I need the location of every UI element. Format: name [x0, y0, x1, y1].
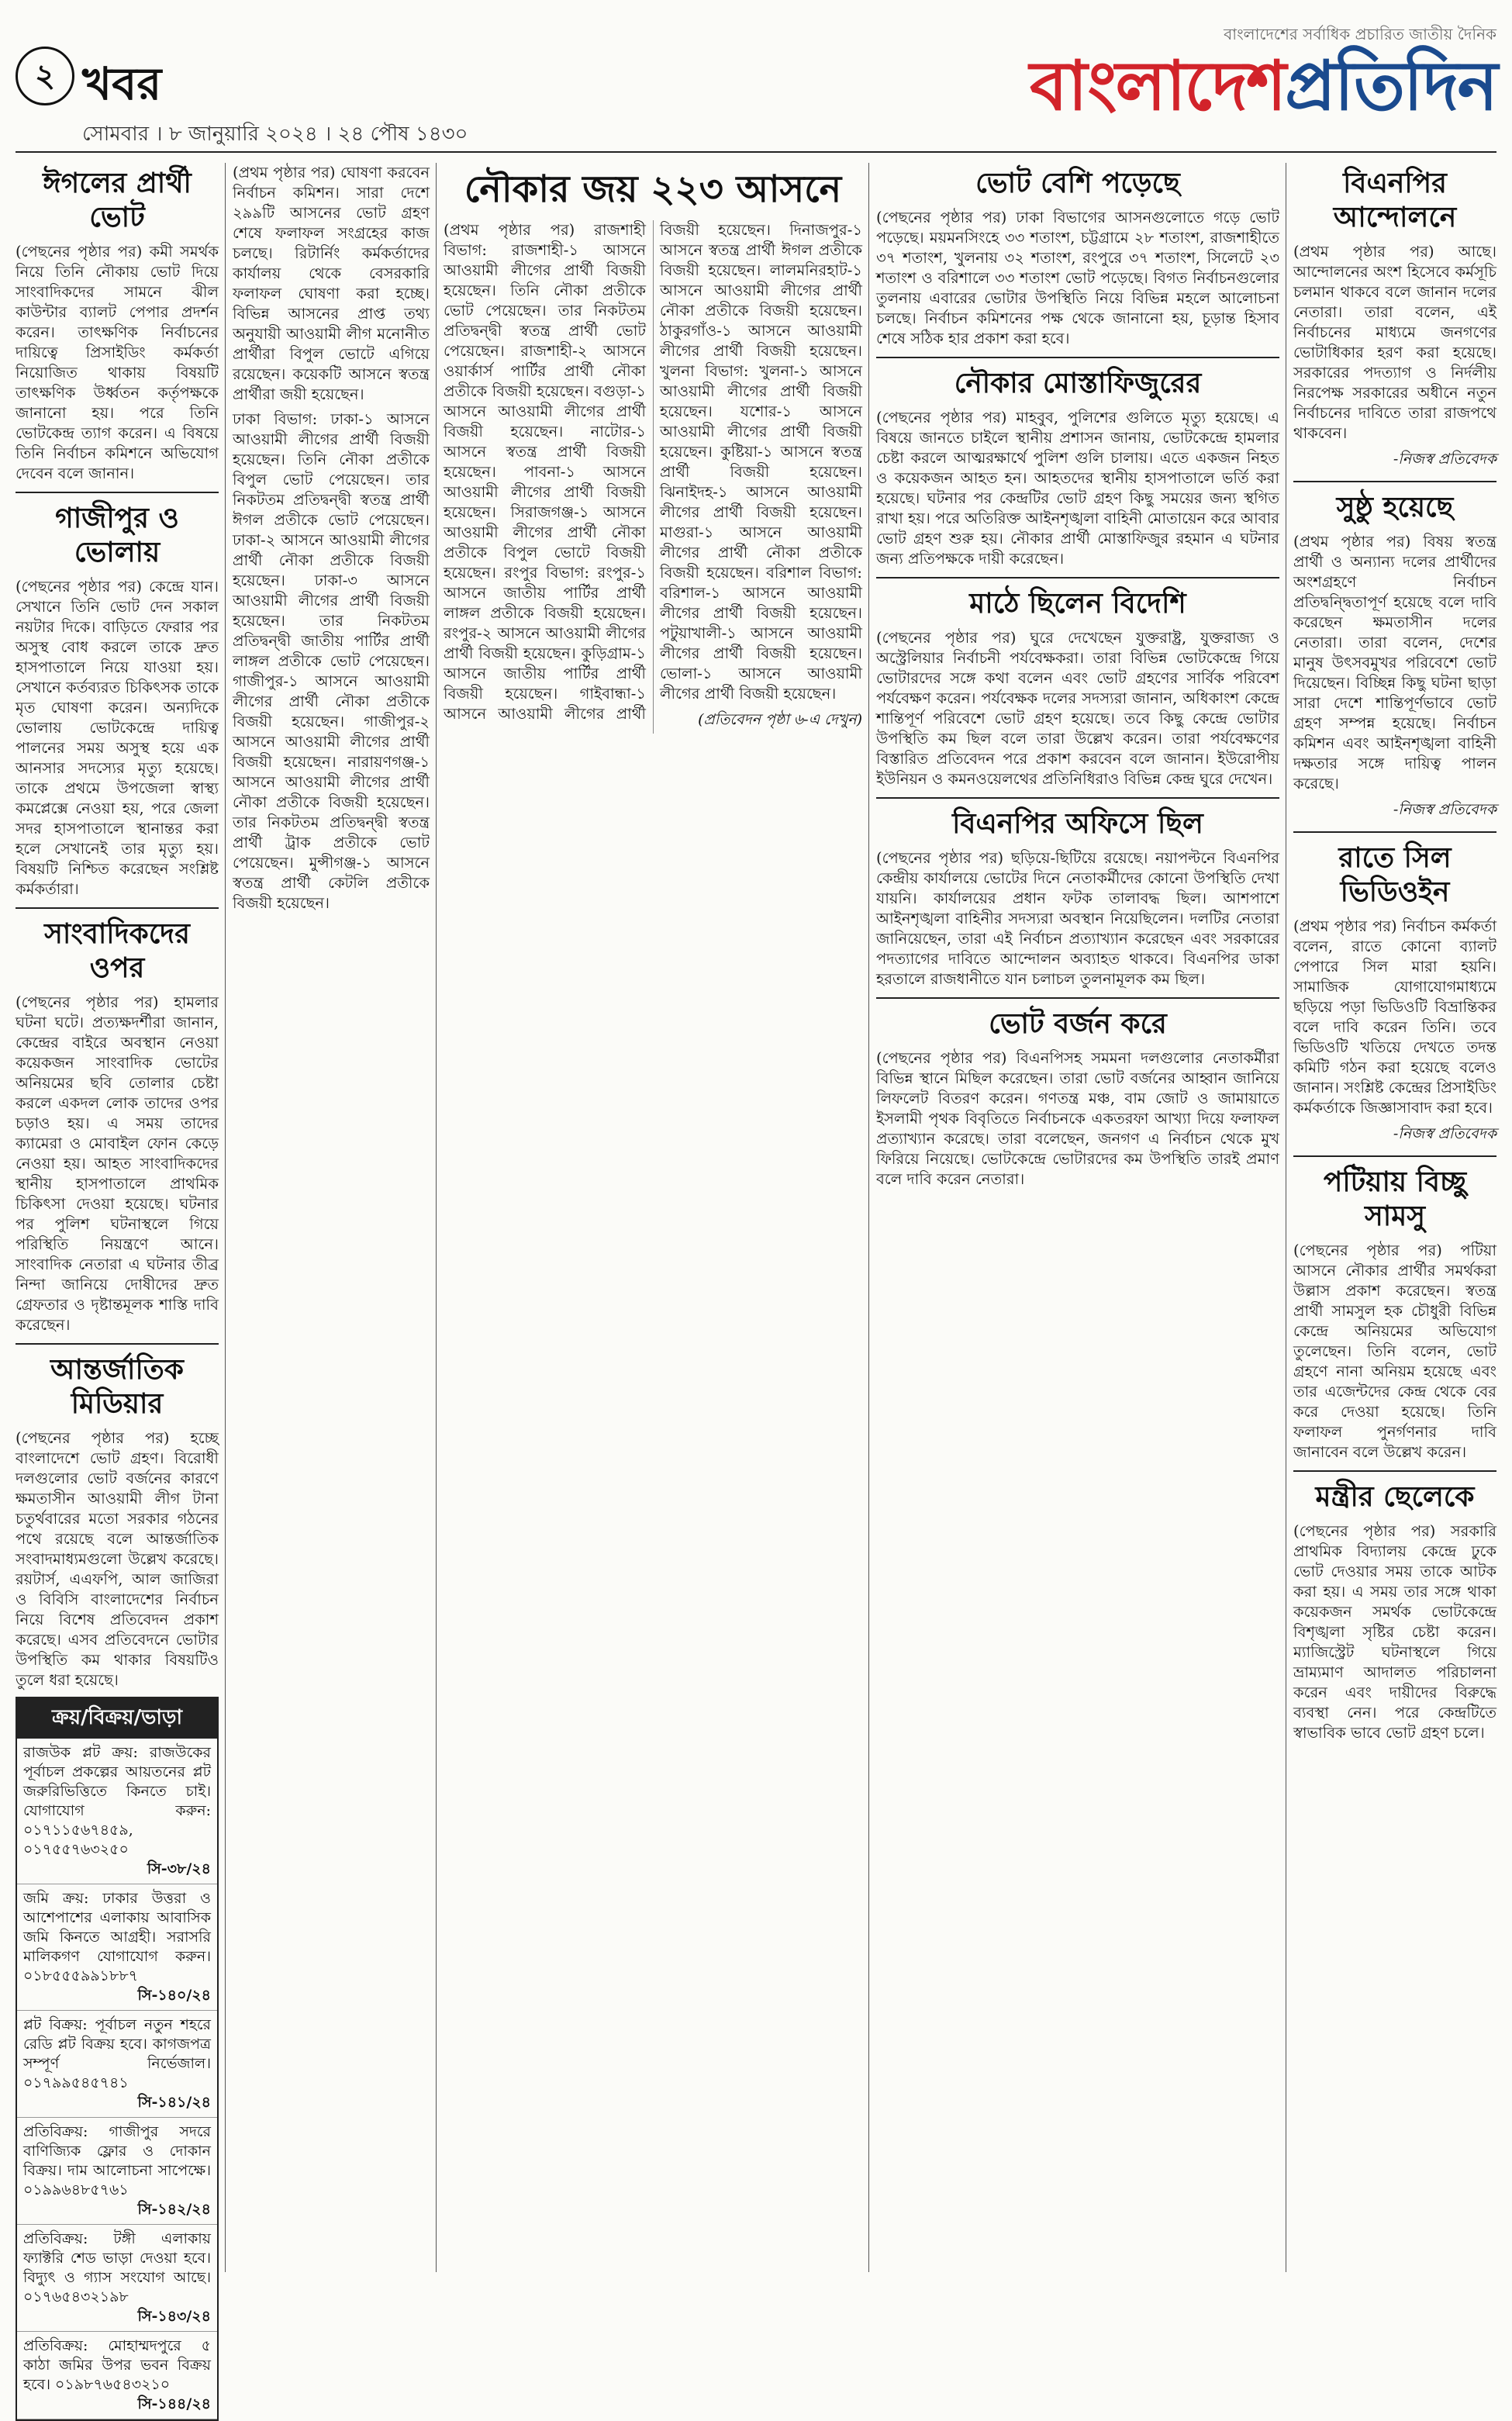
story-headline: রাতে সিল ভিডিওইন — [1338, 841, 1452, 908]
section-title: খবর — [82, 57, 162, 110]
main-story — [444, 163, 862, 2272]
story-body: (প্রথম পৃষ্ঠার পর) বিষয় স্বতন্ত্র প্রার্থী ও অন্যান্য দলের প্রার্থীদের অংশগ্রহণে নির্বাচন প্রতিদ্বন্দ্বিতাপূর্ণ হয়েছে বলে দাবি করেছেন ক্ষমতাসীন দলের নেতারা। তারা বলেন, দেশের মানুষ উৎসবমুখর পরিবেশে ভোট দিয়েছেন। বিচ্ছিন্ন কিছু ঘটনা ছাড়া সারা দেশে শান্তিপূর্ণভাবে ভোট গ্রহণ সম্পন্ন হয়েছে। নির্বাচন কমিশন এবং আইনশৃঙ্খলা বাহিনী দক্ষতার সঙ্গে দায়িত্ব পালন করেছে। — [1293, 533, 1496, 793]
classified-code: সি-১৪৪/২৪ — [137, 2395, 211, 2412]
story-headline: বিএনপির আন্দোলনে — [1333, 167, 1457, 233]
classified-text: প্রতিবিক্রয়: টঙ্গী এলাকায় ফ্যাক্টরি শেড ভাড়া দেওয়া হবে। বিদ্যুৎ ও গ্যাস সংযোগ আছে। ০১৭৬৫৪৩২১৯৮ — [23, 2230, 211, 2305]
column-rule — [436, 163, 437, 2272]
story-body: (পেছনের পৃষ্ঠার পর) হচ্ছে বাংলাদেশে ভোট গ্রহণ। বিরোধী দলগুলোর ভোট বর্জনের কারণে ক্ষমতাসীন আওয়ামী লীগ টানা চতুর্থবারের মতো সরকার গঠনের পথে রয়েছে বলে আন্তর্জাতিক সংবাদমাধ্যমগুলো উল্লেখ করেছে। রয়টার্স, এএফপি, আল জাজিরা ও বিবিসি বাংলাদেশের নির্বাচন নিয়ে বিশেষ প্রতিবেদন প্রকাশ করেছে। এসব প্রতিবেদনে ভোটার উপস্থিতি কম থাকার বিষয়টিও তুলে ধরা হয়েছে। — [16, 1429, 219, 1689]
divider — [16, 907, 219, 909]
byline: -নিজস্ব প্রতিবেদক — [1393, 451, 1496, 468]
story-body: (পেছনের পৃষ্ঠার পর) কমী সমর্থক নিয়ে তিনি নৌকায় ভোট দিয়ে সাংবাদিকদের সামনে ঝীল কাউন্টার ব্যালট পেপার প্রদর্শন করেন। তাৎক্ষণিক নির্বাচনের দায়িত্বে প্রিসাইডিং কর্মকর্তা নিয়োজিত থাকায় বিষয়টি তাৎক্ষণিক উর্ধ্বতন কর্তৃপক্ষকে জানানো হয়। পরে তিনি ভোটকেন্দ্র ত্যাগ করেন। এ বিষয়ে তিনি নির্বাচন কমিশনে অভিযোগ দেবেন বলে জানান। — [16, 243, 219, 482]
story-body: ঢাকা বিভাগ: ঢাকা-১ আসনে আওয়ামী লীগের প্রার্থী বিজয়ী হয়েছেন। তিনি নৌকা প্রতীকে বিপুল ভোট পেয়েছেন। তার নিকটতম প্রতিদ্বন্দ্বী স্বতন্ত্র প্রার্থী ঈগল প্রতীকে ভোট পেয়েছেন। ঢাকা-২ আসনে আওয়ামী লীগের প্রার্থী নৌকা প্রতীকে বিজয়ী হয়েছেন। ঢাকা-৩ আসনে আওয়ামী লীগের প্রার্থী বিজয়ী হয়েছেন। তার নিকটতম প্রতিদ্বন্দ্বী জাতীয় পার্টির প্রার্থী লাঙ্গল প্রতীকে ভোট পেয়েছেন। গাজীপুর-১ আসনে আওয়ামী লীগের প্রার্থী নৌকা প্রতীকে বিজয়ী হয়েছেন। গাজীপুর-২ আসনে আওয়ামী লীগের প্রার্থী বিজয়ী হয়েছেন। নারায়ণগঞ্জ-১ আসনে আওয়ামী লীগের প্রার্থী নৌকা প্রতীকে বিজয়ী হয়েছেন। তার নিকটতম প্রতিদ্বন্দ্বী স্বতন্ত্র প্রার্থী ট্রাক প্রতীকে ভোট পেয়েছেন। মুন্সীগঞ্জ-১ আসনে স্বতন্ত্র প্রার্থী কেটলি প্রতীকে বিজয়ী হয়েছেন। — [233, 410, 430, 912]
story-headline: আন্তর্জাতিক মিডিয়ার — [50, 1353, 184, 1420]
column-rule — [225, 163, 226, 2272]
divider — [876, 997, 1279, 999]
logo-main: বাংলাদেশ — [1030, 46, 1286, 126]
classified-box — [16, 1697, 219, 2421]
story-body: (পেছনের পৃষ্ঠার পর) বিএনপিসহ সমমনা দলগুলোর নেতাকর্মীরা বিভিন্ন স্থানে মিছিল করেছেন। তারা ভোট বর্জনের আহ্বান জানিয়ে লিফলেট বিতরণ করেন। গণতন্ত্র মঞ্চ, বাম জোট ও জামায়াতে ইসলামী পৃথক বিবৃতিতে নির্বাচনকে একতরফা আখ্যা দিয়ে ফলাফল প্রত্যাখ্যান করেছে। তারা বলেছেন, জনগণ এ নির্বাচন থেকে মুখ ফিরিয়ে নিয়েছে। ভোটকেন্দ্রে ভোটারদের কম উপস্থিতি তারই প্রমাণ বলে দাবি করেন নেতারা। — [876, 1049, 1279, 1188]
divider — [1293, 831, 1496, 833]
logo — [938, 23, 1496, 124]
classified-ad — [17, 1739, 217, 1884]
divider — [876, 797, 1279, 799]
story-headline: বিএনপির অফিসে ছিল — [952, 807, 1203, 840]
classified-ad — [17, 2011, 217, 2118]
story-body: (প্রথম পৃষ্ঠার পর) ঘোষণা করবেন নির্বাচন কমিশন। সারা দেশে ২৯৯টি আসনের ভোট গ্রহণ শেষে ফলাফল সংগ্রহের কাজ চলছে। রিটার্নিং কর্মকর্তাদের কার্যালয় থেকে বেসরকারি ফলাফল ঘোষণা করা হচ্ছে। বিভিন্ন আসনের প্রাপ্ত তথ্য অনুযায়ী আওয়ামী লীগ মনোনীত প্রার্থীরা বিপুল ভোটে এগিয়ে রয়েছেন। কয়েকটি আসনে স্বতন্ত্র প্রার্থীরা জয়ী হয়েছেন। — [233, 164, 430, 403]
divider — [876, 357, 1279, 358]
continued-note: (প্রতিবেদন পৃষ্ঠা ৬-এ দেখুন) — [698, 711, 862, 728]
story-body: (পেছনের পৃষ্ঠার পর) সরকারি প্রাথমিক বিদ্যালয় কেন্দ্রে ঢুকে ভোট দেওয়ার সময় তাকে আটক করা হয়। এ সময় তার সঙ্গে থাকা কয়েকজন সমর্থক ভোটকেন্দ্রে বিশৃঙ্খলা সৃষ্টির চেষ্টা করেন। ম্যাজিস্ট্রেট ঘটনাস্থলে গিয়ে ভ্রাম্যমাণ আদালত পরিচালনা করেন এবং দায়ীদের বিরুদ্ধে ব্যবস্থা নেন। পরে কেন্দ্রটিতে স্বাভাবিক ভাবে ভোট গ্রহণ চলে। — [1293, 1522, 1496, 1742]
story-body: (প্রথম পৃষ্ঠার পর) রাজশাহী বিভাগ: রাজশাহী-১ আসনে আওয়ামী লীগের প্রার্থী বিজয়ী হয়েছেন। তিনি নৌকা প্রতীকে ভোট পেয়েছেন। তার নিকটতম প্রতিদ্বন্দ্বী স্বতন্ত্র প্রার্থী ভোট পেয়েছেন। রাজশাহী-২ আসনে ওয়ার্কার্স পার্টির প্রার্থী নৌকা প্রতীকে বিজয়ী হয়েছেন। বগুড়া-১ আসনে আওয়ামী লীগের প্রার্থী বিজয়ী হয়েছেন। নাটোর-১ আসনে স্বতন্ত্র প্রার্থী বিজয়ী হয়েছেন। পাবনা-১ আসনে আওয়ামী লীগের প্রার্থী বিজয়ী হয়েছেন। সিরাজগঞ্জ-১ আসনে আওয়ামী লীগের প্রার্থী নৌকা প্রতীকে বিপুল ভোটে বিজয়ী হয়েছেন। রংপুর বিভাগ: রংপুর-১ আসনে জাতীয় পার্টির প্রার্থী লাঙ্গল প্রতীকে বিজয়ী হয়েছেন। রংপুর-২ আসনে আওয়ামী লীগের প্রার্থী বিজয়ী হয়েছেন। কুড়িগ্রাম-১ আসনে জাতীয় পার্টির প্রার্থী বিজয়ী হয়েছেন। গাইবান্ধা-১ আসনে আওয়ামী লীগের প্রার্থী বিজয়ী হয়েছেন। দিনাজপুর-১ আসনে স্বতন্ত্র প্রার্থী ঈগল প্রতীকে বিজয়ী হয়েছেন। লালমনিরহাট-১ আসনে আওয়ামী লীগের প্রার্থী নৌকা প্রতীকে বিজয়ী হয়েছেন। ঠাকুরগাঁও-১ আসনে আওয়ামী লীগের প্রার্থী বিজয়ী হয়েছেন। খুলনা বিভাগ: খুলনা-১ আসনে আওয়ামী লীগের প্রার্থী বিজয়ী হয়েছেন। যশোর-১ আসনে আওয়ামী লীগের প্রার্থী বিজয়ী হয়েছেন। কুষ্টিয়া-১ আসনে স্বতন্ত্র প্রার্থী বিজয়ী হয়েছেন। ঝিনাইদহ-১ আসনে আওয়ামী লীগের প্রার্থী বিজয়ী হয়েছেন। মাগুরা-১ আসনে আওয়ামী লীগের প্রার্থী নৌকা প্রতীকে বিজয়ী হয়েছেন। বরিশাল বিভাগ: বরিশাল-১ আসনে আওয়ামী লীগের প্রার্থী বিজয়ী হয়েছেন। পটুয়াখালী-১ আসনে আওয়ামী লীগের প্রার্থী বিজয়ী হয়েছেন। ভোলা-১ আসনে আওয়ামী লীগের প্রার্থী বিজয়ী হয়েছেন। — [444, 221, 862, 723]
column-2 — [233, 163, 430, 2272]
story-body: (পেছনের পৃষ্ঠার পর) ঢাকা বিভাগের আসনগুলোতে গড়ে ভোট পড়েছে। ময়মনসিংহে ৩৩ শতাংশ, চট্টগ্রামে ২৮ শতাংশ, রাজশাহীতে ৩৭ শতাংশ, খুলনায় ৩২ শতাংশ, রংপুরে ৩৭ শতাংশ, সিলেটে ২৩ শতাংশ ও বরিশালে ৩৩ শতাংশ ভোট পড়েছে। বিগত নির্বাচনগুলোর তুলনায় এবারের ভোটার উপস্থিতি নিয়ে বিভিন্ন মহলে আলোচনা চলছে। নির্বাচন কমিশনের পক্ষ থেকে জানানো হয়, চূড়ান্ত হিসাব শেষে সঠিক হার প্রকাশ করা হবে। — [876, 209, 1279, 347]
classified-code: সি-৩৮/২৪ — [147, 1860, 211, 1877]
page-number: ২ — [16, 47, 74, 105]
classified-ad — [17, 2332, 217, 2419]
story-headline: মন্ত্রীর ছেলেকে — [1315, 1480, 1475, 1513]
logo-text — [938, 46, 1496, 126]
column-1 — [16, 163, 219, 2412]
divider — [16, 492, 219, 493]
masthead — [16, 16, 1496, 153]
classified-text: প্লট বিক্রয়: পূর্বাচল নতুন শহরে রেডি প্লট বিক্রয় হবে। কাগজপত্র সম্পূর্ণ নির্ভেজাল। ০১৭৯৯৫৪৫৭৪১ — [23, 2016, 211, 2091]
logo-strapline: বাংলাদেশের সর্বাধিক প্রচারিত জাতীয় দৈনিক — [1224, 25, 1496, 43]
classified-text: প্রতিবিক্রয়: গাজীপুর সদরে বাণিজ্যিক ফ্লোর ও দোকান বিক্রয়। দাম আলোচনা সাপেক্ষে। ০১৯৯৬৪৮৫৭৬১ — [23, 2123, 211, 2198]
divider — [1293, 481, 1496, 482]
main-headline: নৌকার জয় ২২৩ আসনে — [464, 168, 842, 211]
story-headline: ভোট বর্জন করে — [989, 1007, 1167, 1040]
story-headline: পটিয়ায় বিচ্ছু সামসু — [1323, 1166, 1467, 1232]
logo-accent: প্রতিদিন — [1285, 46, 1496, 126]
column-rule — [868, 163, 869, 2272]
story-body: (পেছনের পৃষ্ঠার পর) কেন্দ্রে যান। সেখানে তিনি ভোট দেন সকাল নয়টার দিকে। বাড়িতে ফেরার পর অসুস্থ বোধ করলে তাকে দ্রুত হাসপাতালে নিয়ে যাওয়া হয়। সেখানে কর্তব্যরত চিকিৎসক তাকে মৃত ঘোষণা করেন। অন্যদিকে ভোলায় ভোটকেন্দ্রে দায়িত্ব পালনের সময় অসুস্থ হয়ে এক আনসার সদস্যের মৃত্যু হয়েছে। তাকে প্রথমে উপজেলা স্বাস্থ্য কমপ্লেক্সে নেওয়া হয়, পরে জেলা সদর হাসপাতালে স্থানান্তর করা হলে সেখানেই তার মৃত্যু হয়। বিষয়টি নিশ্চিত করেছেন সংশ্লিষ্ট কর্মকর্তারা। — [16, 578, 219, 898]
story-body: (পেছনের পৃষ্ঠার পর) ঘুরে দেখেছেন যুক্তরাষ্ট্র, যুক্তরাজ্য ও অস্ট্রেলিয়ার নির্বাচনী পর্যবেক্ষকরা। তারা বিভিন্ন ভোটকেন্দ্রে গিয়ে ভোটারদের সঙ্গে কথা বলেন এবং ভোট গ্রহণের সার্বিক পরিবেশ পর্যবেক্ষণ করেন। পর্যবেক্ষক দলের সদস্যরা জানান, অধিকাংশ কেন্দ্রে শান্তিপূর্ণ পরিবেশে ভোট গ্রহণ হয়েছে। তবে কিছু কেন্দ্রে ভোটার উপস্থিতি কম ছিল বলে তারা উল্লেখ করেন। তারা পর্যবেক্ষণের বিস্তারিত প্রতিবেদন পরে প্রকাশ করবেন বলে জানান। ইউরোপীয় ইউনিয়ন ও কমনওয়েলথের প্রতিনিধিরাও বিভিন্ন কেন্দ্র ঘুরে দেখেন। — [876, 629, 1279, 788]
classified-code: সি-১৪৩/২৪ — [137, 2308, 211, 2325]
story-headline: সুষ্ঠু হয়েছে — [1336, 491, 1454, 523]
story-body: (পেছনের পৃষ্ঠার পর) ছড়িয়ে-ছিটিয়ে রয়েছে। নয়াপল্টনে বিএনপির কেন্দ্রীয় কার্যালয়ে ভোটের দিনে নেতাকর্মীদের কোনো উপস্থিতি দেখা যায়নি। কার্যালয়ের প্রধান ফটক তালাবদ্ধ ছিল। আশপাশে আইনশৃঙ্খলা বাহিনীর সদস্যরা অবস্থান নিয়েছিলেন। দলটির নেতারা জানিয়েছেন, তারা এই নির্বাচন প্রত্যাখ্যান করেছেন এবং সরকারের পদত্যাগের দাবিতে আন্দোলন অব্যাহত থাকবে। বিএনপির ডাকা হরতালে রাজধানীতে যান চলাচল তুলনামূলক কম ছিল। — [876, 849, 1279, 988]
classified-code: সি-১৪০/২৪ — [137, 1987, 211, 2004]
classified-title: ক্রয়/বিক্রয়/ভাড়া — [17, 1698, 217, 1739]
classified-code: সি-১৪২/২৪ — [137, 2201, 211, 2218]
story-headline: ভোট বেশি পড়েছে — [975, 167, 1180, 199]
story-body: (প্রথম পৃষ্ঠার পর) নির্বাচন কর্মকর্তা বলেন, রাতে কোনো ব্যালট পেপারে সিল মারা হয়নি। সামাজিক যোগাযোগমাধ্যমে ছড়িয়ে পড়া ভিডিওটি বিভ্রান্তিকর বলে দাবি করেন তিনি। তবে ভিডিওটি খতিয়ে দেখতে তদন্ত কমিটি গঠন করা হয়েছে বলেও জানান। সংশ্লিষ্ট কেন্দ্রের প্রিসাইডিং কর্মকর্তাকে জিজ্ঞাসাবাদ করা হবে। — [1293, 917, 1496, 1117]
column-5-6 — [876, 163, 1279, 2272]
story-body: (প্রথম পৃষ্ঠার পর) আছে। আন্দোলনের অংশ হিসেবে কর্মসূচি চলমান থাকবে বলে জানান দলের নেতারা। তারা বলেন, এই নির্বাচনের মাধ্যমে জনগণের ভোটাধিকার হরণ করা হয়েছে। সরকারের পদত্যাগ ও নির্দলীয় নিরপেক্ষ সরকারের অধীনে নতুন নির্বাচনের দাবিতে তারা রাজপথে থাকবেন। — [1293, 243, 1496, 442]
story-body: (পেছনের পৃষ্ঠার পর) মাহবুব, পুলিশের গুলিতে মৃত্যু হয়েছে। এ বিষয়ে জানতে চাইলে স্থানীয় প্রশাসন জানায়, ভোটকেন্দ্রে হামলার চেষ্টা করলে আত্মরক্ষার্থে পুলিশ গুলি চালায়। এতে একজন নিহত ও কয়েকজন আহত হন। আহতদের স্থানীয় হাসপাতালে ভর্তি করা হয়েছে। ঘটনার পর কেন্দ্রটির ভোট গ্রহণ কিছু সময়ের জন্য স্থগিত রাখা হয়। পরে অতিরিক্ত আইনশৃঙ্খলা বাহিনী মোতায়েন করে আবার ভোট গ্রহণ শুরু হয়। নৌকার প্রার্থী মোস্তাফিজুর রহমান এ ঘটনার জন্য প্রতিপক্ষকে দায়ী করেছেন। — [876, 409, 1279, 568]
classified-ad — [17, 2225, 217, 2332]
story-headline: গাজীপুর ও ভোলায় — [55, 502, 179, 568]
classified-ad — [17, 1884, 217, 2011]
byline: -নিজস্ব প্রতিবেদক — [1393, 801, 1496, 818]
column-7 — [1293, 163, 1496, 2272]
classified-text: প্রতিবিক্রয়: মোহাম্মদপুরে ৫ কাঠা জমির উপর ভবন বিক্রয় হবে। ০১৯৮৭৬৫৪৩২১০ — [23, 2337, 211, 2393]
story-body: (পেছনের পৃষ্ঠার পর) পটিয়া আসনে নৌকার প্রার্থীর সমর্থকরা উল্লাস প্রকাশ করেছেন। স্বতন্ত্র প্রার্থী সামসুল হক চৌধুরী বিভিন্ন কেন্দ্রে অনিয়মের অভিযোগ তুলেছেন। তিনি বলেন, ভোট গ্রহণে নানা অনিয়ম হয়েছে এবং তার এজেন্টদের কেন্দ্র থেকে বের করে দেওয়া হয়েছে। তিনি ফলাফল পুনর্গণনার দাবি জানাবেন বলে উল্লেখ করেন। — [1293, 1242, 1496, 1461]
story-headline: সাংবাদিকদের ওপর — [44, 917, 190, 984]
story-headline: মাঠে ছিলেন বিদেশি — [969, 587, 1186, 620]
story-body: (পেছনের পৃষ্ঠার পর) হামলার ঘটনা ঘটে। প্রত্যক্ষদর্শীরা জানান, কেন্দ্রের বাইরে অবস্থান নেওয়া কয়েকজন সাংবাদিক ভোটের অনিয়মের ছবি তোলার চেষ্টা করলে একদল লোক তাদের ওপর চড়াও হয়। এ সময় তাদের ক্যামেরা ও মোবাইল ফোন কেড়ে নেওয়া হয়। আহত সাংবাদিকদের স্থানীয় হাসপাতালে প্রাথমিক চিকিৎসা দেওয়া হয়েছে। ঘটনার পর পুলিশ ঘটনাস্থলে গিয়ে পরিস্থিতি নিয়ন্ত্রণে আনে। সাংবাদিক নেতারা এ ঘটনার তীব্র নিন্দা জানিয়ে দোষীদের দ্রুত গ্রেফতার ও দৃষ্টান্তমূলক শাস্তি দাবি করেছেন। — [16, 993, 219, 1334]
byline: -নিজস্ব প্রতিবেদক — [1393, 1125, 1496, 1142]
classified-code: সি-১৪১/২৪ — [137, 2094, 211, 2111]
classified-text: জমি ক্রয়: ঢাকার উত্তরা ও আশেপাশের এলাকায় আবাসিক জমি কিনতে আগ্রহী। সরাসরি মালিকগণ যোগাযোগ করুন। ০১৮৫৫৫৯৯১৮৮৭ — [23, 1890, 211, 1984]
divider — [876, 577, 1279, 578]
divider — [1293, 1470, 1496, 1472]
story-headline: ঈগলের প্রার্থী ভোট — [43, 167, 192, 233]
divider — [1293, 1155, 1496, 1157]
classified-text: রাজউক প্লট ক্রয়: রাজউকের পূর্বাচল প্রকল্পের আয়তনের প্লট জরুরিভিত্তিতে কিনতে চাই। যোগাযোগ করুন: ০১৭১১৫৬৭৪৫৯, ০১৭৫৫৭৬৩২৫০ — [23, 1744, 211, 1858]
divider — [16, 1343, 219, 1345]
story-headline: নৌকার মোস্তাফিজুরের — [954, 367, 1202, 399]
main-story-columns — [444, 220, 862, 734]
dateline: সোমবার । ৮ জানুয়ারি ২০২৪ । ২৪ পৌষ ১৪৩০ — [82, 123, 468, 146]
classified-ad — [17, 2118, 217, 2225]
